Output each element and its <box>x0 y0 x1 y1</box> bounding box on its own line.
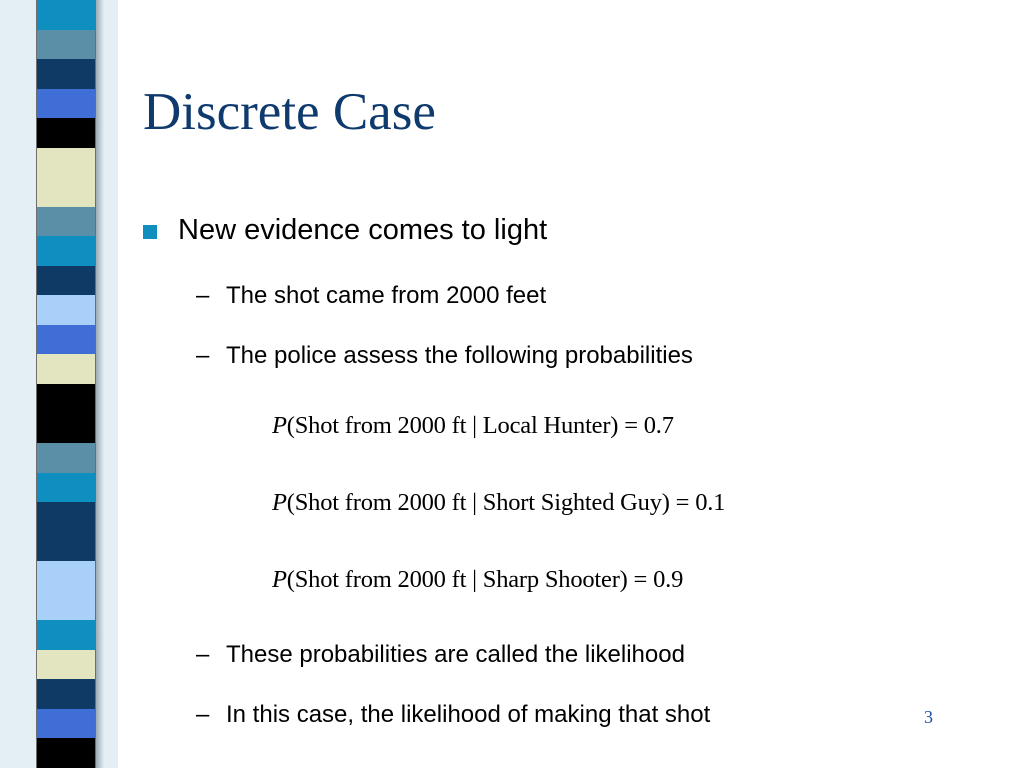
border-bar-segment <box>36 709 96 740</box>
border-bar-segment <box>36 89 96 120</box>
decorative-border <box>0 0 118 768</box>
border-bar-segment <box>36 207 96 238</box>
border-bar-segment <box>36 473 96 504</box>
border-bar-segment <box>36 118 96 149</box>
sub-bullet-text: These probabilities are called the likelihood <box>226 641 685 668</box>
sub-bullet-text: The shot came from 2000 feet <box>226 282 547 309</box>
sub-bullet-text: The police assess the following probabilities <box>226 342 693 369</box>
equation-expression: (Shot from 2000 ft | Short Sighted Guy) = 0.1 <box>286 489 726 516</box>
border-bar-segment <box>36 384 96 415</box>
equation-expression: (Shot from 2000 ft | Sharp Shooter) = 0.9 <box>286 566 684 593</box>
border-bar-segment <box>36 59 96 90</box>
border-bar-segment <box>36 591 96 622</box>
sub-bullet-shot-distance <box>196 282 546 310</box>
square-bullet-icon <box>143 225 157 239</box>
border-bar-segment <box>36 679 96 710</box>
border-shadow <box>96 0 104 768</box>
border-bar-segment <box>36 354 96 385</box>
border-bar-segment <box>36 502 96 533</box>
page-number: 3 <box>924 707 933 727</box>
dash-icon: – <box>196 701 210 728</box>
probability-symbol: P <box>272 489 287 516</box>
slide-title: Discrete Case <box>143 83 436 141</box>
equation-sharp-shooter <box>272 566 683 594</box>
border-bar-segment <box>36 561 96 592</box>
border-bar-segment <box>36 443 96 474</box>
border-bar-segment <box>36 325 96 356</box>
border-bar-segment <box>36 532 96 563</box>
border-bar-segment <box>36 0 96 31</box>
border-bar-segment <box>36 266 96 297</box>
main-bullet-text: New evidence comes to light <box>178 214 548 246</box>
border-bar-segment <box>36 620 96 651</box>
probability-symbol: P <box>272 566 287 593</box>
equation-expression: (Shot from 2000 ft | Local Hunter) = 0.7 <box>286 412 674 439</box>
sub-bullet-police-assess <box>196 342 693 370</box>
equation-local-hunter <box>272 412 674 440</box>
border-bar-segment <box>36 650 96 681</box>
border-bar-segment <box>36 30 96 61</box>
equation-short-sighted-guy <box>272 489 725 517</box>
dash-icon: – <box>196 342 210 369</box>
border-bar-segment <box>36 295 96 326</box>
border-bar-segment <box>36 414 96 445</box>
dash-icon: – <box>196 641 210 668</box>
border-bar-segment <box>36 177 96 208</box>
probability-symbol: P <box>272 412 287 439</box>
dash-icon: – <box>196 282 210 309</box>
border-bar-segment <box>36 148 96 179</box>
sub-bullet-likelihood <box>196 641 685 669</box>
border-bar-segment <box>36 236 96 267</box>
sub-bullet-text: In this case, the likelihood of making that shot <box>226 701 711 728</box>
sub-bullet-likelihood-shot <box>196 701 710 729</box>
main-bullet <box>143 214 547 247</box>
border-bar-segment <box>36 738 96 768</box>
